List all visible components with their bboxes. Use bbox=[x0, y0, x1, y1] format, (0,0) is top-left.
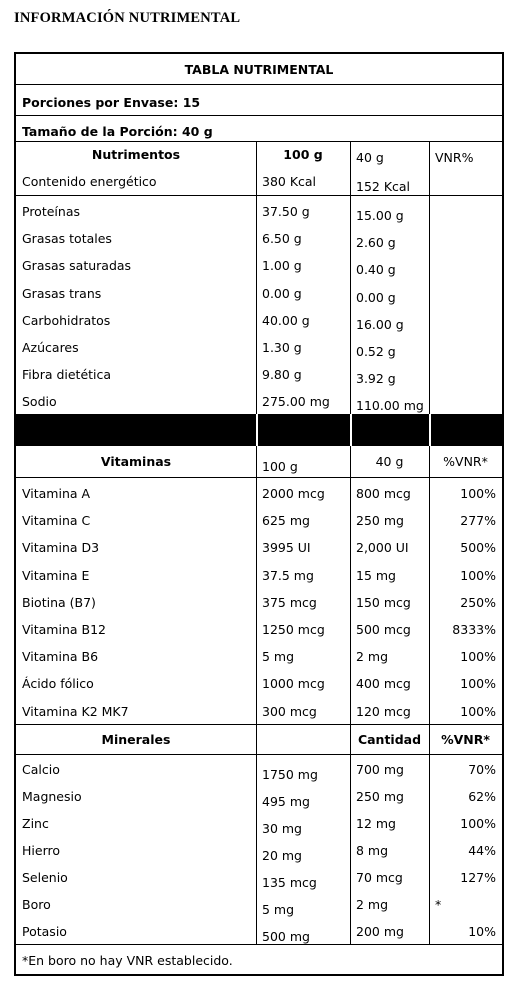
vitamin-name: Vitamina A bbox=[22, 486, 91, 501]
mineral-name: Selenio bbox=[22, 870, 68, 885]
mineral-value-100g: 5 mg bbox=[262, 902, 295, 917]
nutrient-name: Proteínas bbox=[22, 204, 80, 219]
vitamin-value-40g: 400 mcg bbox=[356, 676, 411, 692]
nutrient-value-100g: 1.30 g bbox=[262, 340, 302, 355]
nutrient-name: Contenido energético bbox=[22, 174, 157, 189]
column-header-nutrients: Nutrimentos bbox=[91, 147, 181, 162]
vitamin-value-40g: 120 mcg bbox=[356, 703, 411, 719]
vitamin-vnr: 250% bbox=[460, 594, 496, 610]
nutrient-value-40g: 152 Kcal bbox=[356, 179, 411, 194]
vitamin-value-100g: 37.5 mg bbox=[262, 567, 314, 583]
column-header-40g: 40 g bbox=[356, 150, 384, 165]
nutrient-name: Grasas trans bbox=[22, 285, 102, 301]
vitamin-value-100g: 5 mg bbox=[262, 649, 295, 665]
vitamin-value-40g: 250 mg bbox=[356, 513, 404, 529]
nutrient-value-40g: 15.00 g bbox=[356, 208, 404, 223]
nutrient-value-40g: 0.40 g bbox=[356, 262, 396, 278]
vitamin-vnr: 100% bbox=[460, 567, 496, 583]
mineral-name: Boro bbox=[22, 897, 51, 912]
mineral-vnr: 62% bbox=[468, 789, 496, 804]
mineral-vnr: 10% bbox=[468, 924, 496, 939]
nutrient-value-100g: 380 Kcal bbox=[262, 174, 317, 189]
nutrient-name: Azúcares bbox=[22, 340, 79, 355]
column-header-vitamins: Vitaminas bbox=[100, 454, 172, 469]
mineral-name: Magnesio bbox=[22, 789, 82, 804]
column-header-quantity: Cantidad bbox=[357, 732, 422, 747]
nutrient-name: Fibra dietética bbox=[22, 367, 112, 383]
nutrient-value-40g: 110.00 mg bbox=[356, 398, 424, 414]
servings-per-container: Porciones por Envase: 15 bbox=[22, 95, 201, 110]
vitamin-value-40g: 2,000 UI bbox=[356, 540, 409, 556]
nutrient-value-100g: 40.00 g bbox=[262, 312, 310, 328]
column-header-100g: 100 g bbox=[262, 459, 298, 474]
vitamin-name: Vitamina B12 bbox=[22, 622, 106, 637]
vitamin-vnr: 100% bbox=[460, 649, 496, 665]
vitamin-value-100g: 1250 mcg bbox=[262, 622, 325, 637]
vitamin-value-100g: 1000 mcg bbox=[262, 676, 325, 692]
vitamin-value-100g: 3995 UI bbox=[262, 540, 311, 556]
vitamin-name: Vitamina C bbox=[22, 513, 91, 529]
mineral-vnr: 127% bbox=[460, 870, 496, 885]
mineral-value-100g: 500 mg bbox=[262, 929, 310, 944]
mineral-name: Potasio bbox=[22, 924, 67, 939]
vitamin-vnr: 8333% bbox=[452, 622, 496, 637]
column-header-minerals: Minerales bbox=[101, 732, 171, 747]
column-header-vnr: %VNR* bbox=[441, 732, 490, 747]
mineral-value-100g: 135 mcg bbox=[262, 875, 317, 890]
mineral-value-portion: 700 mg bbox=[356, 762, 404, 777]
vitamin-value-40g: 15 mg bbox=[356, 567, 396, 583]
mineral-value-100g: 20 mg bbox=[262, 848, 302, 863]
mineral-value-portion: 2 mg bbox=[356, 897, 389, 912]
mineral-value-portion: 8 mg bbox=[356, 843, 389, 858]
vitamin-name: Ácido fólico bbox=[22, 676, 94, 692]
nutrient-value-100g: 37.50 g bbox=[262, 204, 310, 219]
nutrient-value-100g: 1.00 g bbox=[262, 258, 302, 274]
nutrient-name: Sodio bbox=[22, 394, 57, 410]
mineral-value-portion: 250 mg bbox=[356, 789, 404, 804]
vitamin-value-40g: 150 mcg bbox=[356, 594, 411, 610]
nutrient-value-40g: 2.60 g bbox=[356, 235, 396, 251]
page-title: INFORMACIÓN NUTRIMENTAL bbox=[14, 10, 241, 26]
nutrient-value-100g: 0.00 g bbox=[262, 285, 302, 301]
vitamin-value-100g: 2000 mcg bbox=[262, 486, 325, 501]
vitamin-name: Vitamina K2 MK7 bbox=[22, 703, 129, 719]
mineral-vnr: * bbox=[435, 897, 442, 912]
vitamin-vnr: 100% bbox=[460, 703, 496, 719]
vitamin-value-100g: 375 mcg bbox=[262, 594, 317, 610]
vitamin-value-100g: 625 mg bbox=[262, 513, 310, 529]
mineral-value-portion: 12 mg bbox=[356, 816, 396, 831]
nutrient-value-40g: 16.00 g bbox=[356, 316, 404, 332]
vitamin-vnr: 100% bbox=[460, 676, 496, 692]
nutrient-value-40g: 3.92 g bbox=[356, 371, 396, 387]
column-header-vnr: %VNR* bbox=[443, 454, 488, 469]
mineral-vnr: 100% bbox=[460, 816, 496, 831]
nutrient-value-100g: 9.80 g bbox=[262, 367, 302, 383]
column-header-vnr: VNR% bbox=[435, 150, 474, 165]
nutrient-value-40g: 0.00 g bbox=[356, 289, 396, 305]
nutrient-value-100g: 6.50 g bbox=[262, 231, 302, 247]
mineral-value-portion: 200 mg bbox=[356, 924, 404, 939]
mineral-value-100g: 1750 mg bbox=[262, 767, 318, 782]
vitamin-value-40g: 2 mg bbox=[356, 649, 389, 665]
mineral-value-portion: 70 mcg bbox=[356, 870, 403, 885]
nutrient-name: Carbohidratos bbox=[22, 312, 111, 328]
table-title: TABLA NUTRIMENTAL bbox=[184, 62, 334, 77]
vitamin-vnr: 277% bbox=[460, 513, 496, 529]
mineral-value-100g: 495 mg bbox=[262, 794, 310, 809]
vitamin-value-100g: 300 mcg bbox=[262, 703, 317, 719]
mineral-name: Hierro bbox=[22, 843, 60, 858]
mineral-name: Calcio bbox=[22, 762, 60, 777]
nutrition-table bbox=[14, 52, 504, 976]
mineral-name: Zinc bbox=[22, 816, 49, 831]
vitamin-name: Biotina (B7) bbox=[22, 594, 96, 610]
vitamin-name: Vitamina B6 bbox=[22, 649, 99, 665]
vitamin-name: Vitamina D3 bbox=[22, 540, 100, 556]
mineral-value-100g: 30 mg bbox=[262, 821, 302, 836]
footnote: *En boro no hay VNR establecido. bbox=[22, 953, 233, 968]
vitamin-value-40g: 500 mcg bbox=[356, 622, 411, 637]
vitamin-name: Vitamina E bbox=[22, 567, 90, 583]
vitamin-value-40g: 800 mcg bbox=[356, 486, 411, 501]
column-header-100g: 100 g bbox=[283, 147, 323, 162]
nutrient-name: Grasas totales bbox=[22, 231, 112, 247]
vitamin-vnr: 100% bbox=[460, 486, 496, 501]
mineral-vnr: 44% bbox=[468, 843, 496, 858]
mineral-vnr: 70% bbox=[468, 762, 496, 777]
nutrient-name: Grasas saturadas bbox=[22, 258, 132, 274]
nutrient-value-40g: 0.52 g bbox=[356, 344, 396, 359]
nutrient-value-100g: 275.00 mg bbox=[262, 394, 330, 410]
column-header-40g: 40 g bbox=[375, 454, 404, 469]
vitamin-vnr: 500% bbox=[460, 540, 496, 556]
serving-size: Tamaño de la Porción: 40 g bbox=[22, 124, 213, 139]
